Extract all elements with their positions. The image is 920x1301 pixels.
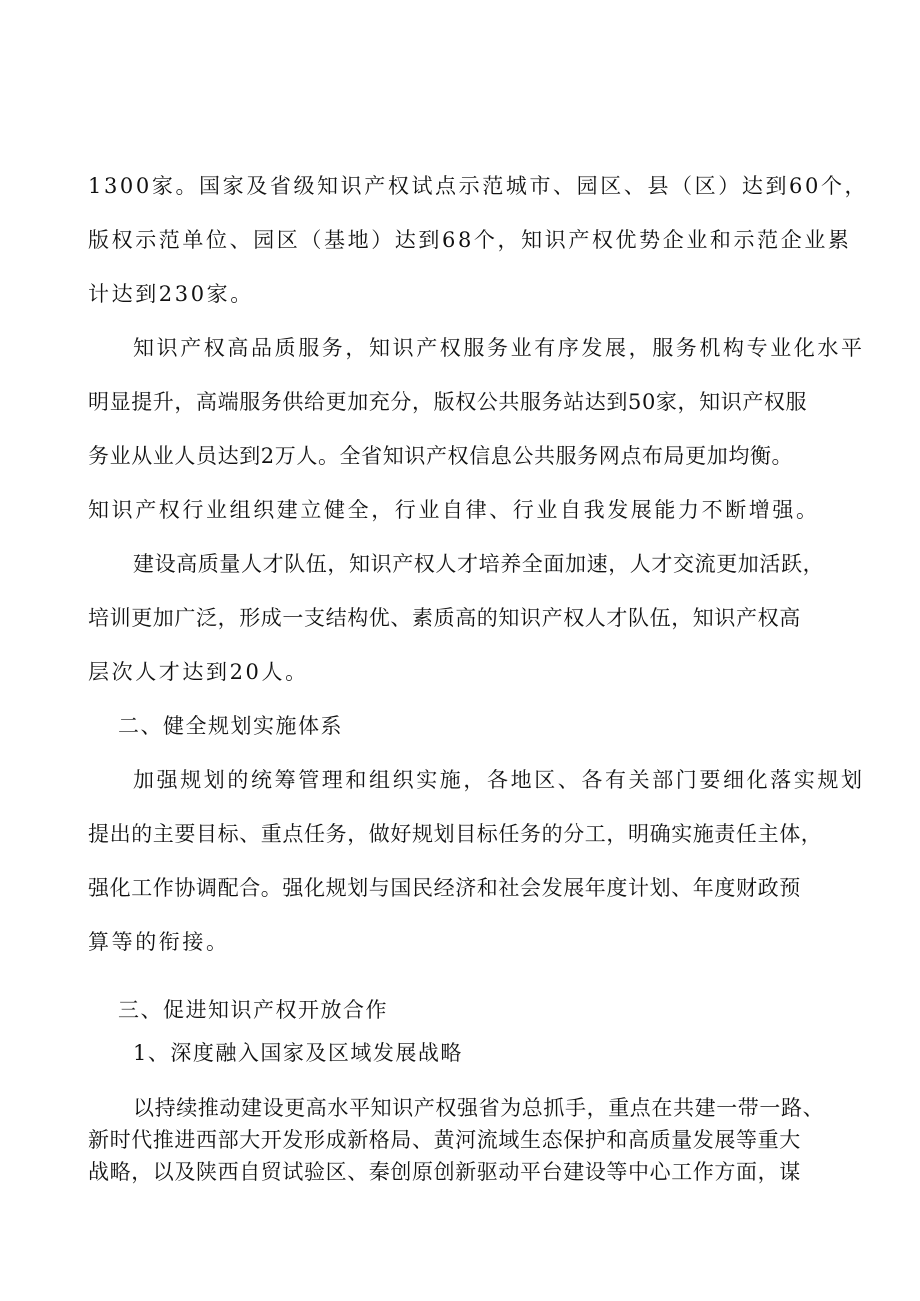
paragraph-3-line-1: 建设高质量人才队伍，知识产权人才培养全面加速，人才交流更加活跃， [133,552,825,576]
subsection-heading-3-1: 1、深度融入国家及区域发展战略 [133,1041,463,1065]
paragraph-2-line-2: 明显提升，高端服务供给更加充分，版权公共服务站达到50家，知识产权服 [88,390,808,414]
paragraph-1-line-2: 版权示范单位、园区（基地）达到68个，知识产权优势企业和示范企业累 [88,228,852,252]
paragraph-5-line-1: 以持续推动建设更高水平知识产权强省为总抓手，重点在共建一带一路、 [133,1096,825,1120]
paragraph-4-line-2: 提出的主要目标、重点任务，做好规划目标任务的分工，明确实施责任主体， [88,822,823,846]
paragraph-4-line-1: 加强规划的统筹管理和组织实施，各地区、各有关部门要细化落实规划 [133,768,865,792]
paragraph-2-line-3: 务业从业人员达到2万人。全省知识产权信息公共服务网点布局更加均衡。 [88,444,794,468]
paragraph-1-line-3: 计达到230家。 [88,282,254,306]
paragraph-4-line-4: 算等的衔接。 [88,930,230,954]
paragraph-4-line-3: 强化工作协调配合。强化规划与国民经济和社会发展年度计划、年度财政预 [88,876,801,900]
paragraph-2-line-4: 知识产权行业组织建立健全，行业自律、行业自我发展能力不断增强。 [88,498,820,522]
paragraph-5-line-2: 新时代推进西部大开发形成新格局、黄河流域生态保护和高质量发展等重大 [88,1128,801,1152]
paragraph-2-line-1: 知识产权高品质服务，知识产权服务业有序发展，服务机构专业化水平 [133,336,865,360]
paragraph-1-line-1: 1300家。国家及省级知识产权试点示范城市、园区、县（区）达到60个， [88,174,869,198]
section-heading-3: 三、促进知识产权开放合作 [118,998,388,1022]
paragraph-3-line-3: 层次人才达到20人。 [88,660,309,684]
paragraph-5-line-3: 战略，以及陕西自贸试验区、秦创原创新驱动平台建设等中心工作方面，谋 [88,1160,801,1184]
section-heading-2: 二、健全规划实施体系 [118,714,343,738]
paragraph-3-line-2: 培训更加广泛，形成一支结构优、素质高的知识产权人才队伍，知识产权高 [88,606,801,630]
